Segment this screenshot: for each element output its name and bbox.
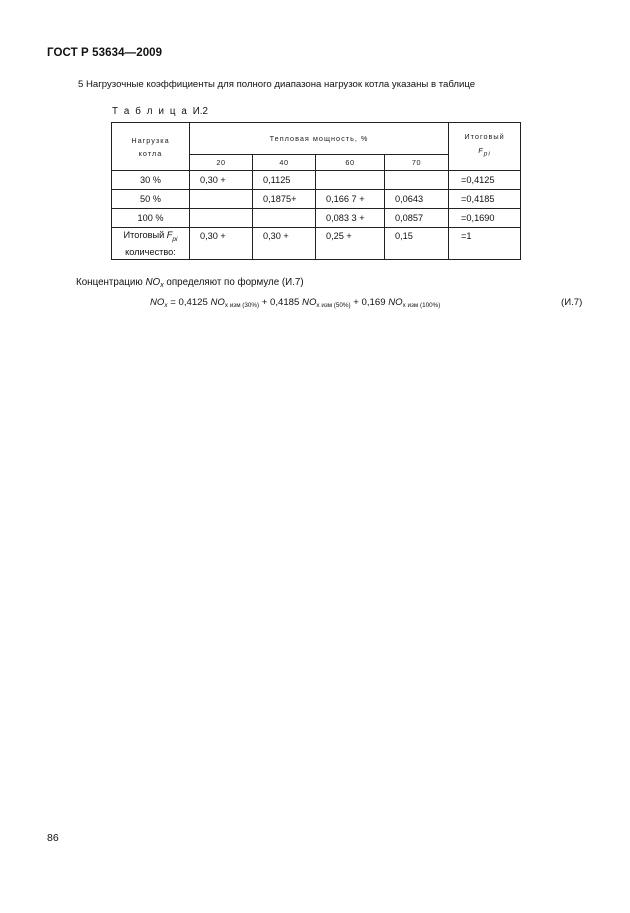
table-caption-word: Т а б л и ц а [112,106,189,117]
formula-term3-var: NO [388,297,403,308]
formula [150,297,440,309]
formula-plus1: + 0,4185 [259,297,303,308]
row-load: 50 % [112,190,190,209]
row-load-total-line2: количество: [125,246,176,257]
cell-60: 0,166 7 + [316,190,385,209]
conclusion-text [76,277,304,289]
row-load-total [112,228,190,260]
cell-60: 0,083 3 + [316,209,385,228]
cell-60 [316,171,385,190]
cell-40 [253,209,316,228]
row-load-total-var: F [166,230,173,241]
cell-20: 0,30 + [190,171,253,190]
formula-term2-sub: x изм (50%) [316,302,351,309]
cell-20 [190,190,253,209]
cell-40: 0,1875+ [253,190,316,209]
cell-70: 0,0643 [385,190,449,209]
header-load: Нагрузка котла [112,123,190,171]
table-row [112,171,521,190]
header-power-20: 20 [190,155,253,171]
formula-lhs-sub: x [164,302,168,309]
cell-70: 0,0857 [385,209,449,228]
row-load-total-label: Итоговый [123,230,165,241]
header-power-60: 60 [316,155,385,171]
header-total-label: Итоговый [464,132,505,141]
formula-term1-var: NO [210,297,225,308]
formula-term2-var: NO [302,297,317,308]
cell-total: =0,4125 [449,171,521,190]
cell-20 [190,209,253,228]
cell-60: 0,25 + [316,228,385,260]
conclusion-var-sub: x [160,282,164,289]
cell-70: 0,15 [385,228,449,260]
header-total [449,123,521,171]
cell-40: 0,1125 [253,171,316,190]
row-load-total-sub: pi [172,235,178,243]
cell-40: 0,30 + [253,228,316,260]
cell-total: =0,4185 [449,190,521,209]
table-caption [112,106,208,117]
conclusion-suffix: определяют по формуле (И.7) [166,277,304,288]
row-load: 30 % [112,171,190,190]
formula-plus2: + 0,169 [350,297,389,308]
document-header: ГОСТ Р 53634—2009 [47,47,163,59]
page-number: 86 [47,832,59,844]
formula-number: (И.7) [561,297,583,308]
header-thermal-power: Тепловая мощность, % [190,123,449,155]
intro-paragraph: 5 Нагрузочные коэффициенты для полного диапазона нагрузок котла указаны в таблице [78,79,476,90]
load-coefficients-table [111,122,521,260]
formula-term3-sub: x изм (100%) [402,302,441,309]
cell-70 [385,171,449,190]
cell-20: 0,30 + [190,228,253,260]
row-load: 100 % [112,209,190,228]
table-row [112,190,521,209]
cell-total: =0,1690 [449,209,521,228]
conclusion-prefix: Концентрацию [76,277,143,288]
formula-eq: = 0,4125 [167,297,211,308]
header-power-70: 70 [385,155,449,171]
header-power-40: 40 [253,155,316,171]
header-total-var: F [478,146,484,155]
formula-lhs-var: NO [150,297,165,308]
table-row [112,228,521,260]
header-total-sub: pi [483,150,491,158]
table-caption-number: И.2 [192,106,208,117]
cell-total: =1 [449,228,521,260]
formula-term1-sub: x изм (30%) [224,302,260,309]
conclusion-var: NO [145,277,161,288]
table-row [112,209,521,228]
